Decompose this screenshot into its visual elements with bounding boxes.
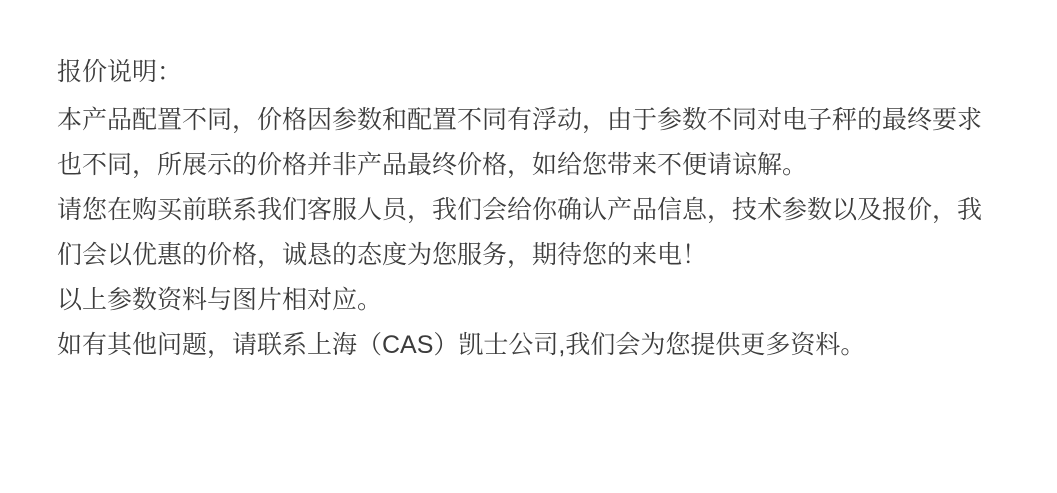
notice-line-2: 也不同，所展示的价格并非产品最终价格，如给您带来不便请谅解。 (57, 151, 808, 179)
notice-heading: 报价说明： (57, 58, 183, 86)
notice-line-1: 本产品配置不同，价格因参数和配置不同有浮动，由于参数不同对电子秤的最终要求 (57, 106, 983, 134)
notice-line-5: 以上参数资料与图片相对应。 (57, 286, 383, 314)
notice-line-4: 们会以优惠的价格，诚恳的态度为您服务，期待您的来电！ (57, 241, 708, 269)
notice-line-3: 请您在购买前联系我们客服人员，我们会给你确认产品信息，技术参数以及报价，我 (57, 196, 983, 224)
notice-line-6: 如有其他问题，请联系上海（CAS）凯士公司,我们会为您提供更多资料。 (57, 331, 866, 359)
